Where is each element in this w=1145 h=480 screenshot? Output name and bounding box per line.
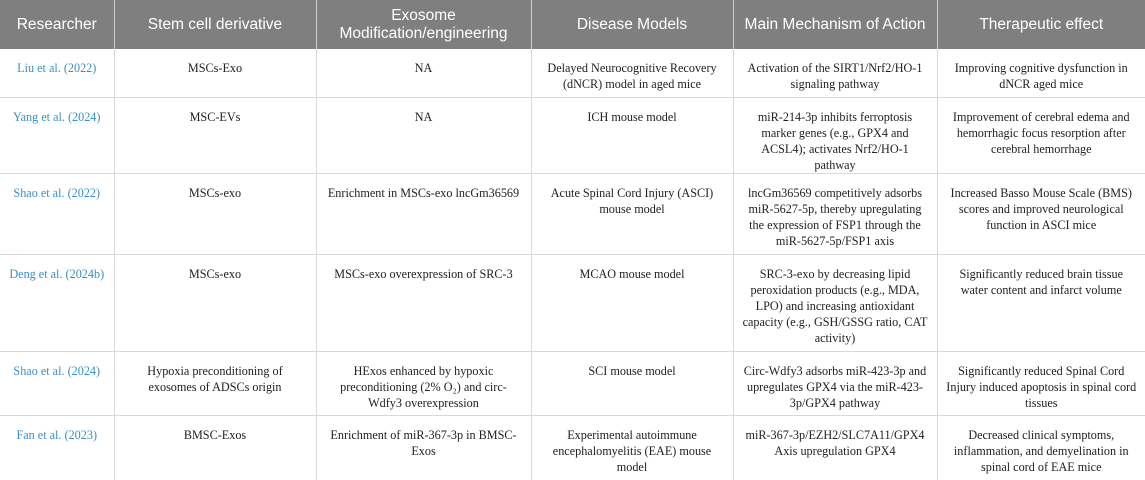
modification-cell: HExos enhanced by hypoxic preconditioning (2% O₂) and circ-Wdfy3 overexpression xyxy=(316,351,531,415)
header-row xyxy=(0,0,1145,49)
disease-model-cell: Delayed Neurocognitive Recovery (dNCR) model in aged mice xyxy=(531,49,733,97)
table-row xyxy=(0,173,1145,254)
header-exosome-modification: Exosome Modification/engineering xyxy=(316,0,531,49)
header-researcher: Researcher xyxy=(0,0,114,49)
mechanism-cell: SRC-3-exo by decreasing lipid peroxidation products (e.g., MDA, LPO) and increasing antioxidant capacity (e.g., GSH/GSSG ratio, CAT activity) xyxy=(733,254,937,351)
effect-cell: Decreased clinical symptoms, inflammation, and demyelination in spinal cord of EAE mice xyxy=(953,427,1129,474)
researcher-cell[interactable] xyxy=(0,97,114,173)
derivative-cell: MSCs-exo xyxy=(114,254,316,351)
mechanism-cell: lncGm36569 competitively adsorbs miR-5627-5p, thereby upregulating the expression of FSP1 through the miR-5627-5p/FSP1 axis xyxy=(733,173,937,254)
derivative-cell: MSC-EVs xyxy=(114,97,316,173)
researcher-link[interactable]: Shao et al. (2022) xyxy=(13,185,101,200)
disease-model-cell: MCAO mouse model xyxy=(531,254,733,351)
researcher-link[interactable]: Deng et al. (2024b) xyxy=(9,266,105,281)
researcher-link[interactable]: Liu et al. (2022) xyxy=(17,61,97,75)
researcher-cell[interactable] xyxy=(0,254,114,351)
derivative-cell: BMSC-Exos xyxy=(114,415,316,480)
table-row xyxy=(0,254,1145,351)
table-row xyxy=(0,49,1145,97)
researcher-cell[interactable] xyxy=(0,415,114,480)
researcher-cell[interactable] xyxy=(0,173,114,254)
table-header xyxy=(0,0,1145,49)
disease-model-cell: Experimental autoimmune encephalomyelitis (EAE) mouse model xyxy=(531,415,733,480)
effect-cell: Improvement of cerebral edema and hemorrhagic focus resorption after cerebral hemorrhage xyxy=(937,97,1145,173)
modification-cell: Enrichment in MSCs-exo lncGm36569 xyxy=(316,173,531,254)
table-body xyxy=(0,49,1145,480)
mechanism-cell: miR-214-3p inhibits ferroptosis marker genes (e.g., GPX4 and ACSL4); activates Nrf2/HO-1 pathway xyxy=(733,97,937,173)
effect-cell: Significantly reduced brain tissue water content and infarct volume xyxy=(937,254,1145,351)
header-therapeutic-effect: Therapeutic effect xyxy=(937,0,1145,49)
researcher-link[interactable]: Yang et al. (2024) xyxy=(13,109,101,124)
effect-cell: Improving cognitive dysfunction in dNCR aged mice xyxy=(937,49,1145,97)
modification-cell: MSCs-exo overexpression of SRC-3 xyxy=(316,254,531,351)
header-mechanism: Main Mechanism of Action xyxy=(733,0,937,49)
table-row xyxy=(0,351,1145,415)
researcher-cell[interactable] xyxy=(0,351,114,415)
modification-cell: Enrichment of miR-367-3p in BMSC-Exos xyxy=(316,415,531,480)
disease-model-cell: SCI mouse model xyxy=(531,351,733,415)
researcher-link[interactable]: Shao et al. (2024) xyxy=(13,363,101,378)
modification-cell: NA xyxy=(316,97,531,173)
researcher-cell[interactable] xyxy=(0,49,114,97)
disease-model-cell: ICH mouse model xyxy=(531,97,733,173)
effect-cell: Increased Basso Mouse Scale (BMS) scores and improved neurological function in ASCI mice xyxy=(937,173,1145,254)
researcher-link[interactable]: Fan et al. (2023) xyxy=(16,427,98,442)
header-disease-models: Disease Models xyxy=(531,0,733,49)
effect-cell: Significantly reduced Spinal Cord Injury induced apoptosis in spinal cord tissues xyxy=(937,351,1145,415)
mechanism-cell: miR-367-3p/EZH2/SLC7A11/GPX4 Axis upregulation GPX4 xyxy=(733,415,937,480)
modification-cell: NA xyxy=(316,49,531,97)
mechanism-cell: Activation of the SIRT1/Nrf2/HO-1 signaling pathway xyxy=(733,49,937,97)
table-row xyxy=(0,415,1145,480)
mechanism-cell: Circ-Wdfy3 adsorbs miR-423-3p and upregulates GPX4 via the miR-423-3p/GPX4 pathway xyxy=(733,351,937,415)
table-row xyxy=(0,97,1145,173)
derivative-cell: MSCs-exo xyxy=(114,173,316,254)
derivative-cell: Hypoxia preconditioning of exosomes of ADSCs origin xyxy=(114,351,316,415)
disease-model-cell: Acute Spinal Cord Injury (ASCI) mouse model xyxy=(531,173,733,254)
derivative-cell: MSCs-Exo xyxy=(114,49,316,97)
header-stem-cell-derivative: Stem cell derivative xyxy=(114,0,316,49)
